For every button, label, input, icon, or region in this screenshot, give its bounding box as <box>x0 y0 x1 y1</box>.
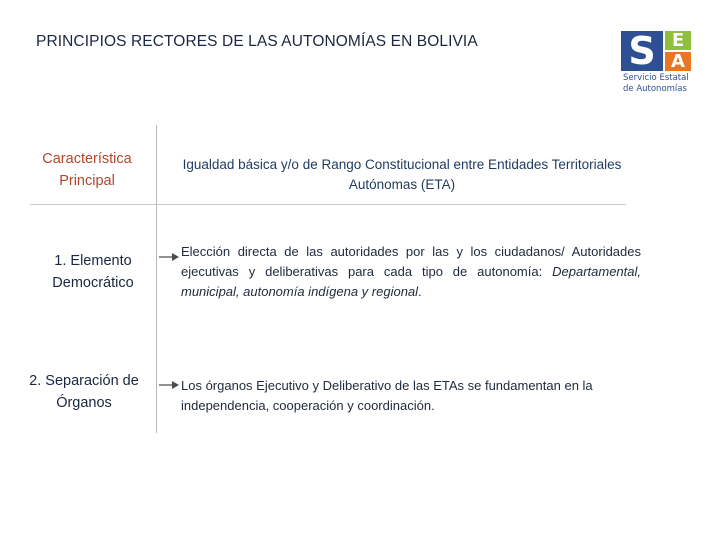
sea-logo-mark <box>621 31 691 71</box>
row2-left-cell: 2. Separación de Órganos <box>29 373 139 411</box>
logo-letter-s: S <box>621 31 663 71</box>
logo-caption-line1: Servicio Estatal <box>623 73 689 83</box>
row1-right-italic: Departamental, municipal, autonomía indígena y regional <box>181 264 641 299</box>
header-right-cell: Igualdad básica y/o de Rango Constitucional entre Entidades Territoriales Autónomas (ETA) <box>182 157 622 192</box>
sea-logo <box>621 31 693 97</box>
logo-letter-a: A <box>665 52 691 71</box>
logo-caption <box>623 73 695 95</box>
page-title: PRINCIPIOS RECTORES DE LAS AUTONOMÍAS EN BOLIVIA <box>36 33 478 50</box>
row1-arrow-icon <box>158 250 180 264</box>
row1-right-cell <box>181 242 641 302</box>
logo-letter-e: E <box>665 31 691 50</box>
logo-caption-line2: de Autonomías <box>623 84 687 94</box>
row1-right-end: . <box>418 284 422 299</box>
row1-left-cell: 1. Elemento Democrático <box>52 253 134 291</box>
column-divider <box>156 125 157 433</box>
header-left-cell: Característica Principal <box>42 151 132 189</box>
row1-right-text: Elección directa de las autoridades por las y los ciudadanos/ Autoridades ejecutivas y deliberativas para cada tipo de autonomía: <box>181 244 641 279</box>
row2-arrow-icon <box>158 378 180 392</box>
row2-right-cell: Los órganos Ejecutivo y Deliberativo de las ETAs se fundamentan en la independencia, cooperación y coordinación. <box>181 378 593 413</box>
header-divider <box>30 204 626 205</box>
